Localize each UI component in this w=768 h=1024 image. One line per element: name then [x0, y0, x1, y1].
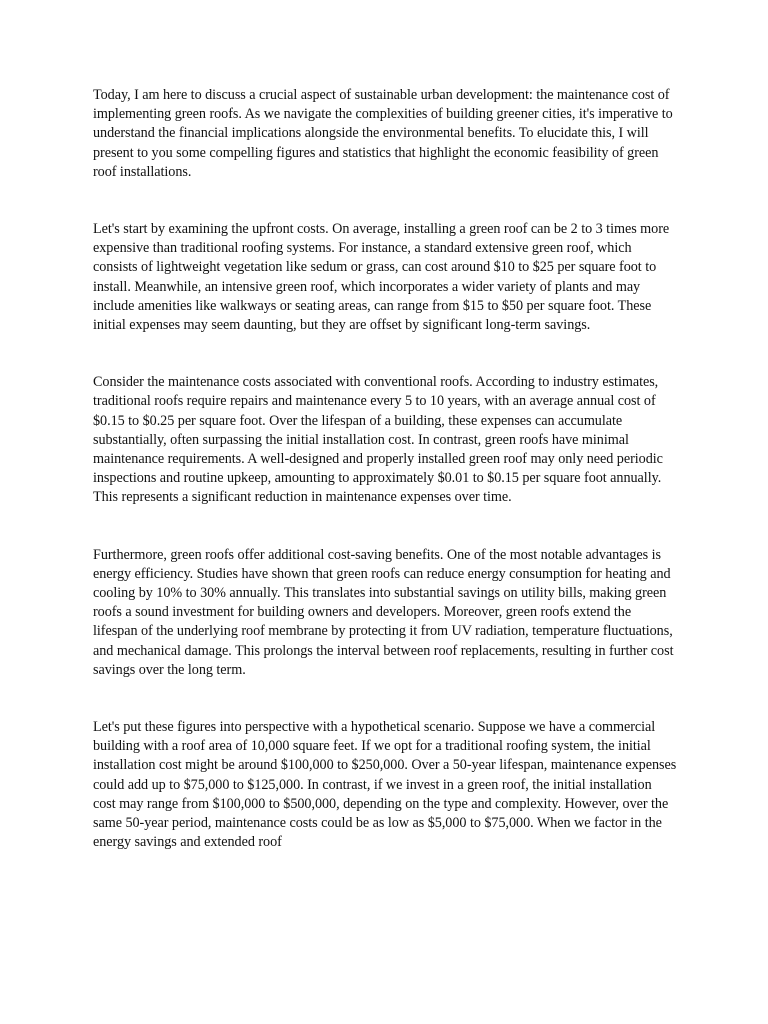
paragraph-maintenance-costs: Consider the maintenance costs associated with conventional roofs. According to industry estimates, traditional roofs require repairs and maintenance every 5 to 10 years, with an average annual cost of $0.15 to $0.25 per square foot. Over the lifespan of a building, these expenses can accumulate substantially, often surpassing the initial installation cost. In contrast, green roofs have minimal maintenance requirements. A well-designed and properly installed green roof may only need periodic inspections and routine upkeep, amounting to approximately $0.01 to $0.15 per square foot annually. This represents a significant reduction in maintenance expenses over time.: [93, 374, 663, 506]
document-body: [93, 86, 677, 891]
paragraph-cost-saving-benefits: Furthermore, green roofs offer additional cost-saving benefits. One of the most notable advantages is energy efficiency. Studies have shown that green roofs can reduce energy consumption for heating and cooling by 10% to 30% annually. This translates into substantial savings on utility bills, making green roofs a sound investment for building owners and developers. Moreover, green roofs extend the lifespan of the underlying roof membrane by protecting it from UV radiation, temperature fluctuations, and mechanical damage. This prolongs the interval between roof replacements, resulting in further cost savings over the long term.: [93, 546, 674, 678]
paragraph-hypothetical-scenario: Let's put these figures into perspective with a hypothetical scenario. Suppose we have a commercial building with a roof area of 10,000 square feet. If we opt for a traditional roofing system, the initial installation cost might be around $100,000 to $250,000. Over a 50-year lifespan, maintenance expenses could add up to $75,000 to $125,000. In contrast, if we invest in a green roof, the initial installation cost may range from $100,000 to $500,000, depending on the type and complexity. However, over the same 50-year period, maintenance costs could be as low as $5,000 to $75,000. When we factor in the energy savings and extended roof: [93, 719, 677, 851]
paragraph-upfront-costs: Let's start by examining the upfront costs. On average, installing a green roof can be 2 to 3 times more expensive than traditional roofing systems. For instance, a standard extensive green roof, which consists of lightweight vegetation like sedum or grass, can cost around $10 to $25 per square foot to install. Meanwhile, an intensive green roof, which incorporates a wider variety of plants and may include amenities like walkways or seating areas, can range from $15 to $50 per square foot. These initial expenses may seem daunting, but they are offset by significant long-term savings.: [93, 221, 670, 334]
paragraph-intro: Today, I am here to discuss a crucial aspect of sustainable urban development: the maintenance cost of implementing green roofs. As we navigate the complexities of building greener cities, it's imperative to understand the financial implications alongside the environmental benefits. To elucidate this, I will present to you some compelling figures and statistics that highlight the economic feasibility of green roof installations.: [93, 87, 673, 180]
